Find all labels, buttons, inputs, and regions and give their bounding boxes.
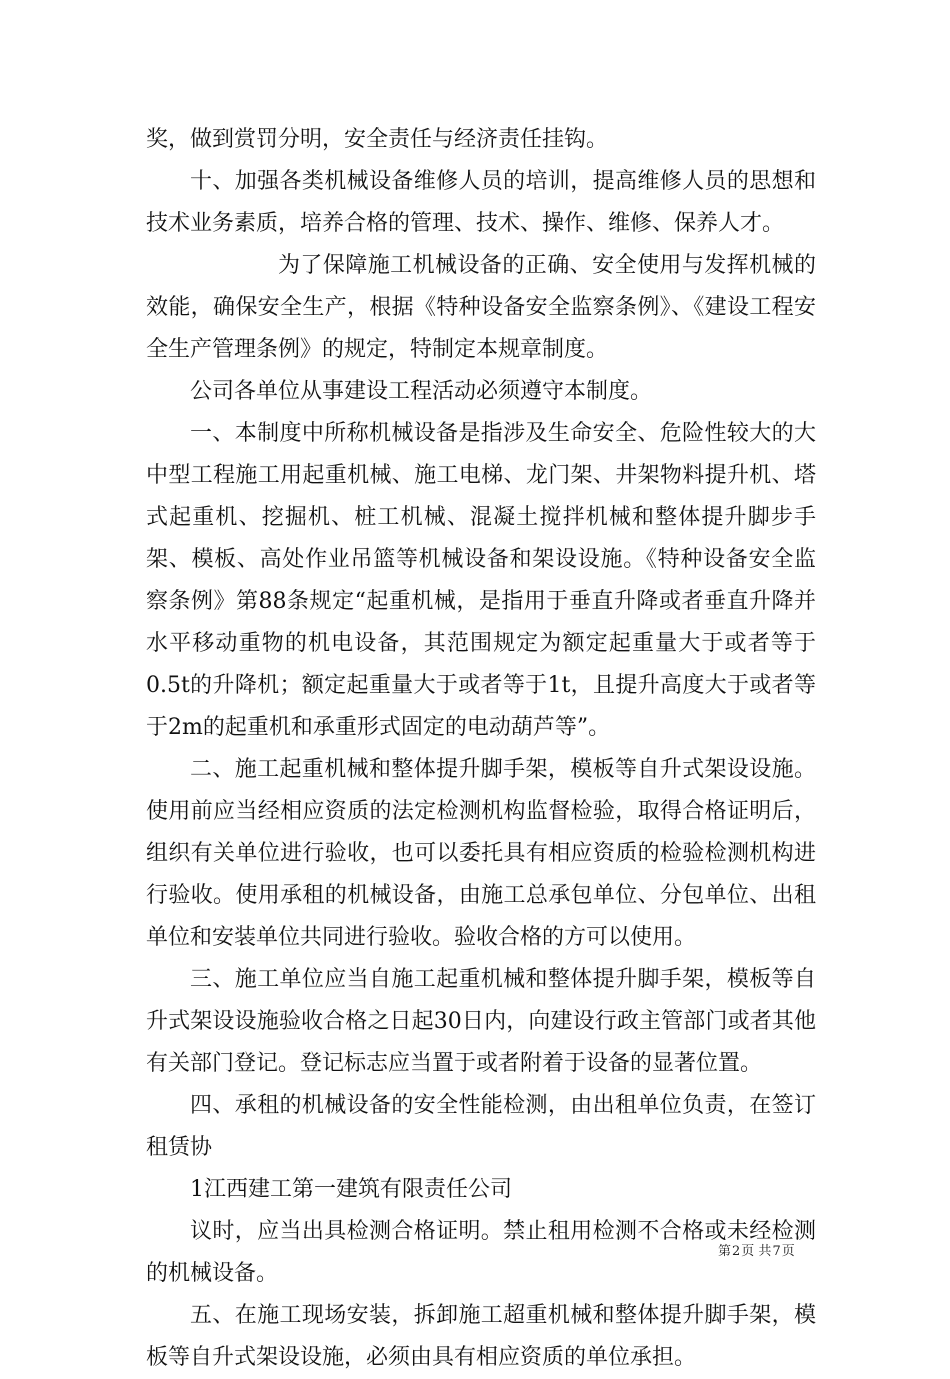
paragraph-purpose: 为了保障施工机械设备的正确、安全使用与发挥机械的效能，确保安全生产，根据《特种设备安全监察条例》、《建设工程安全生产管理条例》的规定，特制定本规章制度。 [146, 253, 816, 362]
paragraph-item-10-training: 十、加强各类机械设备维修人员的培训，提高维修人员的思想和技术业务素质，培养合格的管理、技术、操作、维修、保养人才。 [146, 169, 816, 236]
paragraph-scope: 公司各单位从事建设工程活动必须遵守本制度。 [190, 379, 653, 404]
page-number-footer [718, 1244, 795, 1260]
paragraph-item-4-continued: 议时，应当出具检测合格证明。禁止租用检测不合格或未经检测的机械设备。 [146, 1219, 816, 1286]
paragraph-company-name: 1江西建工第一建筑有限责任公司 [190, 1177, 512, 1202]
paragraph-item-5-installation: 五、在施工现场安装，拆卸施工超重机械和整体提升脚手架，模板等自升式架设设施，必须由具有相应资质的单位承担。 [146, 1303, 816, 1370]
footer-prefix: 第 [718, 1244, 732, 1259]
total-page-count: 7 [772, 1244, 781, 1259]
paragraph-item-4-leasing: 四、承租的机械设备的安全性能检测，由出租单位负责，在签订租赁协 [146, 1093, 816, 1160]
current-page-number: 2 [732, 1244, 741, 1259]
footer-suffix: 页 [781, 1244, 795, 1259]
document-body [146, 119, 816, 1379]
paragraph-item-1-definition: 一、本制度中所称机械设备是指涉及生命安全、危险性较大的大中型工程施工用起重机械、施工电梯、龙门架、井架物料提升机、塔式起重机、挖掘机、桩工机械、混凝土搅拌机械和整体提升脚步手架、模板、高处作业吊篮等机械设备和架设设施。《特种设备安全监察条例》第88条规定“起重机械，是指用于垂直升降或者垂直升降并水平移动重物的机电设备，其范围规定为额定起重量大于或者等于0.5t的升降机；额定起重量大于或者等于1t，且提升高度大于或者等于2m的起重机和承重形式固定的电动葫芦等”。 [146, 421, 816, 740]
paragraph-item-2-inspection: 二、施工起重机械和整体提升脚手架，模板等自升式架设设施。使用前应当经相应资质的法定检测机构监督检验，取得合格证明后，组织有关单位进行验收，也可以委托具有相应资质的检验检测机构进行验收。使用承租的机械设备，由施工总承包单位、分包单位、出租单位和安装单位共同进行验收。验收合格的方可以使用。 [146, 757, 816, 950]
footer-middle: 页 共 [741, 1244, 772, 1259]
paragraph-item-3-registration: 三、施工单位应当自施工起重机械和整体提升脚手架，模板等自升式架设设施验收合格之日起30日内，向建设行政主管部门或者其他有关部门登记。登记标志应当置于或者附着于设备的显著位置。 [146, 967, 816, 1076]
paragraph-reward-punishment: 奖，做到赏罚分明，安全责任与经济责任挂钩。 [146, 127, 609, 152]
